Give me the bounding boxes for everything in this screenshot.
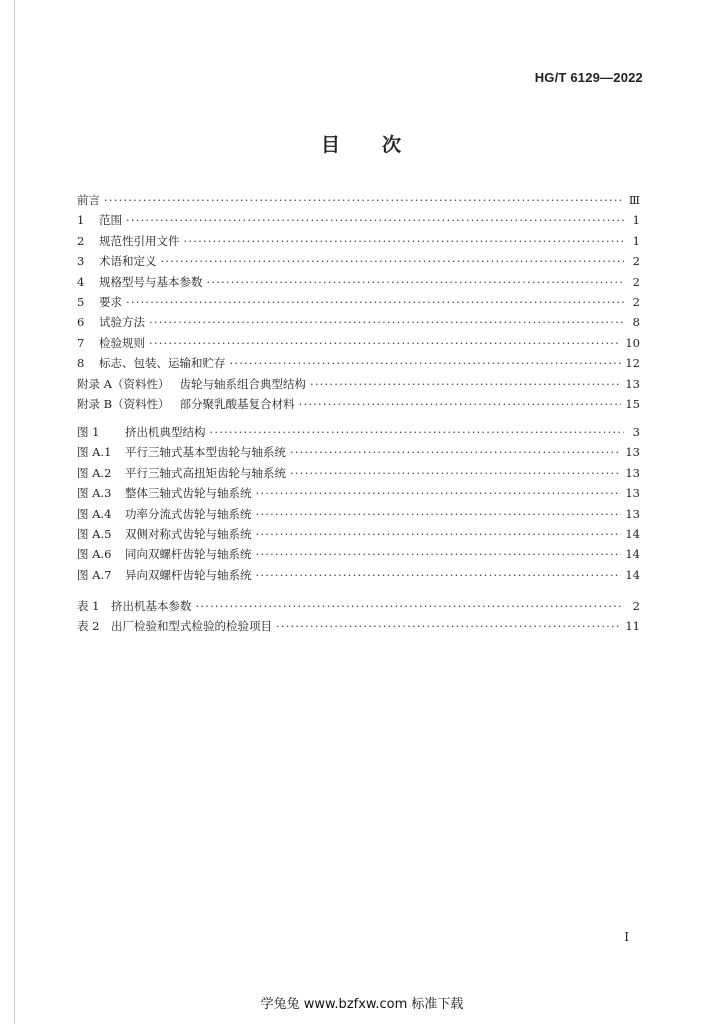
toc-figure-entry[interactable] xyxy=(77,422,640,442)
toc-figures-list xyxy=(77,422,640,585)
leader-dots xyxy=(230,353,622,373)
leader-dots xyxy=(196,596,625,616)
toc-entry[interactable] xyxy=(77,333,640,353)
toc-entry-number: 4 xyxy=(77,274,85,289)
toc-entry-label: 规范性引用文件 xyxy=(99,233,180,248)
toc-entry-label: 齿轮与轴系组合典型结构 xyxy=(179,376,306,391)
toc-entry-number: 图 A.6 xyxy=(77,547,112,562)
toc-entry-appendix[interactable] xyxy=(77,394,640,414)
toc-figure-entry[interactable] xyxy=(77,504,640,524)
standard-code: HG/T 6129—2022 xyxy=(534,70,643,85)
toc-entry-label: 功率分流式齿轮与轴系统 xyxy=(125,506,252,521)
leader-dots xyxy=(276,616,621,636)
leader-dots xyxy=(256,544,622,564)
toc-title-part2: 次 xyxy=(382,134,404,156)
toc-entry[interactable] xyxy=(77,231,640,251)
toc-figure-entry[interactable] xyxy=(77,544,640,564)
toc-entry-number: 1 xyxy=(77,213,85,228)
toc-entry-number: 2 xyxy=(77,233,85,248)
toc-figure-entry[interactable] xyxy=(77,565,640,585)
toc-entry-number: 7 xyxy=(77,335,85,350)
toc-entry-number: 图 A.4 xyxy=(77,506,112,521)
toc-entry-number: 图 A.3 xyxy=(77,486,112,501)
toc-entry-label: 范围 xyxy=(99,213,122,228)
leader-dots xyxy=(161,251,625,271)
toc-entry-label: 要求 xyxy=(99,294,122,309)
toc-entry-page: 11 xyxy=(625,619,640,634)
toc-entry-label: 检验规则 xyxy=(99,335,145,350)
toc-entry-number: 附录 B（资料性） xyxy=(77,396,170,411)
toc-entry-number: 6 xyxy=(77,315,85,330)
toc-entry-page: 1 xyxy=(632,233,640,248)
toc-entry-number: 8 xyxy=(77,356,85,371)
leader-dots xyxy=(256,504,622,524)
toc-figure-entry[interactable] xyxy=(77,442,640,462)
toc-entry-number: 图 A.5 xyxy=(77,526,112,541)
toc-figure-entry[interactable] xyxy=(77,463,640,483)
toc-entry[interactable] xyxy=(77,292,640,312)
leader-dots xyxy=(256,524,622,544)
toc-entry-label: 标志、包装、运输和贮存 xyxy=(99,356,226,371)
toc-entry-number: 表 1 xyxy=(77,599,100,613)
toc-title xyxy=(0,130,724,157)
toc-entry-number: 附录 A（资料性） xyxy=(77,376,170,391)
toc-entry-page: 8 xyxy=(632,315,640,330)
toc-entry-number: 图 A.7 xyxy=(77,567,112,582)
toc-entry-appendix[interactable] xyxy=(77,374,640,394)
toc-entry[interactable] xyxy=(77,210,640,230)
toc-entry-label: 双侧对称式齿轮与轴系统 xyxy=(125,526,252,541)
toc-entry-page: 12 xyxy=(625,356,640,371)
toc-entry-label: 整体三轴式齿轮与轴系统 xyxy=(125,486,252,501)
toc-title-part1: 目 xyxy=(320,134,342,156)
toc-entry-page: 2 xyxy=(632,294,640,309)
toc-entry-page: 14 xyxy=(625,526,640,541)
toc-entry-page: 13 xyxy=(625,445,640,460)
toc-entry-number: 3 xyxy=(77,254,85,269)
leader-dots xyxy=(290,442,621,462)
toc-entry-label: 前言 xyxy=(77,193,100,207)
toc-entry[interactable] xyxy=(77,353,640,373)
toc-entry-page: 2 xyxy=(632,274,640,289)
toc-tables-list xyxy=(77,596,640,637)
toc-entry-label: 异向双螺杆齿轮与轴系统 xyxy=(125,567,252,582)
toc-entry-page: 13 xyxy=(625,506,640,521)
toc-figure-entry[interactable] xyxy=(77,524,640,544)
toc-entry-number: 表 2 xyxy=(77,619,100,634)
toc-entry-page: 2 xyxy=(632,254,640,269)
toc-table-entry[interactable] xyxy=(77,596,640,616)
toc-entry-label: 平行三轴式高扭矩齿轮与轴系统 xyxy=(125,465,286,480)
toc-table-entry[interactable] xyxy=(77,616,640,636)
toc-entry-label: 规格型号与基本参数 xyxy=(99,274,203,289)
toc-entry-page: 13 xyxy=(625,376,640,391)
leader-dots xyxy=(290,463,621,483)
toc-entry[interactable] xyxy=(77,312,640,332)
toc-entry-number: 图 A.2 xyxy=(77,465,112,480)
leader-dots xyxy=(210,422,625,442)
leader-dots xyxy=(126,292,624,312)
leader-dots xyxy=(149,312,624,332)
leader-dots xyxy=(310,374,621,394)
toc-entry-number: 5 xyxy=(77,294,85,309)
leader-dots xyxy=(256,565,622,585)
toc-entry[interactable] xyxy=(77,251,640,271)
toc-entry-page: 15 xyxy=(625,396,640,411)
toc-entry-label: 挤出机基本参数 xyxy=(111,599,192,613)
toc-entry-label: 术语和定义 xyxy=(99,254,157,269)
toc-entry-page: Ⅲ xyxy=(628,193,640,207)
toc-entry-label: 同向双螺杆齿轮与轴系统 xyxy=(125,547,252,562)
toc-entry[interactable] xyxy=(77,272,640,292)
toc-entry-label: 试验方法 xyxy=(99,315,145,330)
leader-dots xyxy=(184,231,625,251)
toc-entry-page: 2 xyxy=(632,599,640,613)
toc-entry-page: 3 xyxy=(632,425,640,439)
leader-dots xyxy=(104,190,624,210)
toc-entry-page: 13 xyxy=(625,465,640,480)
toc-entry-number: 图 A.1 xyxy=(77,445,112,460)
page-number: I xyxy=(624,930,629,944)
leader-dots xyxy=(149,333,621,353)
toc-entry[interactable] xyxy=(77,190,640,210)
footer-watermark: 学兔兔 www.bzfxw.com 标准下载 xyxy=(260,997,464,1012)
toc-entry-page: 1 xyxy=(632,213,640,228)
toc-entry-label: 平行三轴式基本型齿轮与轴系统 xyxy=(125,445,286,460)
toc-entry-label: 部分聚乳酸基复合材料 xyxy=(179,396,295,411)
toc-entry-page: 10 xyxy=(625,335,640,350)
toc-entry-page: 14 xyxy=(625,567,640,582)
leader-dots xyxy=(126,210,624,230)
leader-dots xyxy=(207,272,625,292)
toc-figure-entry[interactable] xyxy=(77,483,640,503)
toc-main-list xyxy=(77,190,640,414)
toc-entry-page: 13 xyxy=(625,486,640,501)
toc-entry-number: 图 1 xyxy=(77,425,100,439)
toc-entry-label: 出厂检验和型式检验的检验项目 xyxy=(111,619,272,634)
toc-entry-label: 挤出机典型结构 xyxy=(125,425,206,439)
leader-dots xyxy=(256,483,622,503)
toc-entry-page: 14 xyxy=(625,547,640,562)
leader-dots xyxy=(299,394,622,414)
